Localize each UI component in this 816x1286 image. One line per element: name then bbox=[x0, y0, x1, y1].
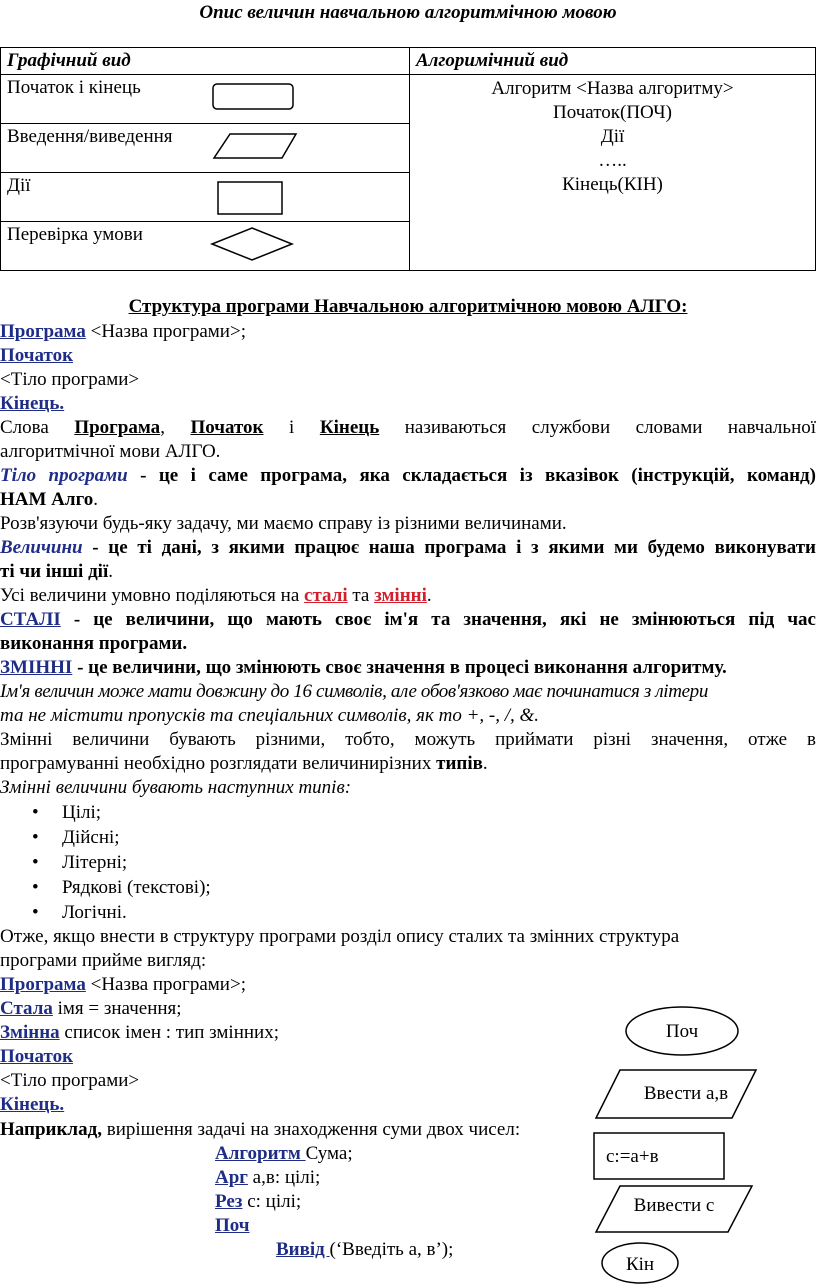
structure-line bbox=[0, 321, 246, 343]
text: Слова bbox=[0, 417, 75, 438]
thus-paragraph-line1: Отже, якщо внести в структуру програми розділ опису сталих та змінних структура bbox=[0, 926, 680, 947]
section-title: Структура програми Навчальною алгоритмічною мовою АЛГО: bbox=[128, 296, 688, 317]
word-begin: Початок bbox=[190, 417, 264, 438]
text: . bbox=[108, 561, 113, 582]
algorithmic-cell bbox=[410, 75, 816, 271]
type-string: Рядкові (текстові); bbox=[62, 877, 211, 898]
types-intro: Змінні величини бувають наступних типів: bbox=[0, 777, 352, 798]
names-rule-line1: Ім'я величин може мати довжину до 16 символів, але обов'язково має починатися з літери bbox=[0, 681, 708, 702]
kw-output: Вивід bbox=[276, 1239, 330, 1260]
algo-line: Початок(ПОЧ) bbox=[553, 102, 672, 123]
text: (‘Введіть а, в’); bbox=[329, 1239, 454, 1260]
algo-line: ….. bbox=[598, 150, 627, 171]
algo-line: Кінець(КІН) bbox=[562, 174, 663, 195]
type-char: Літерні; bbox=[62, 852, 128, 873]
word-constants: сталі bbox=[304, 585, 348, 606]
text: . bbox=[93, 489, 98, 510]
algo-line: Алгоритм <Назва алгоритму> bbox=[491, 78, 734, 99]
kw-begin: Початок bbox=[0, 345, 74, 366]
split-paragraph bbox=[0, 585, 432, 607]
row-label: Перевірка умови bbox=[7, 224, 143, 245]
type-real: Дійсні; bbox=[62, 827, 120, 848]
type-boolean: Логічні. bbox=[62, 902, 127, 923]
row-label: Введення/виведення bbox=[7, 126, 173, 147]
table-shapes bbox=[200, 78, 310, 268]
kw-end: Кінець. bbox=[0, 1094, 65, 1115]
page-title: Опис величин навчальною алгоритмічною мовою bbox=[199, 2, 617, 23]
text: Усі величини умовно поділяються на bbox=[0, 585, 305, 606]
list-item bbox=[32, 852, 127, 874]
values-definition-line1 bbox=[0, 537, 816, 561]
text: - це ті дані, з якими працює наша програма і з якими ми будемо виконувати bbox=[82, 537, 816, 558]
word-end: Кінець bbox=[319, 417, 380, 438]
text: і bbox=[263, 417, 320, 438]
text: та bbox=[347, 585, 375, 606]
term-values: Величини bbox=[0, 537, 83, 558]
flow-start-label: Поч bbox=[665, 1021, 699, 1042]
names-rule-line2: та не містити пропусків та спеціальних символів, як то +, -, /, &. bbox=[0, 705, 540, 726]
term-variables: ЗМІННІ bbox=[0, 657, 73, 678]
list-item bbox=[32, 827, 120, 849]
shapes-table bbox=[0, 47, 816, 271]
row-label: Дії bbox=[7, 175, 31, 196]
body-definition-line1 bbox=[0, 465, 816, 489]
constants-definition-line1 bbox=[0, 609, 816, 633]
text: - це величини, що мають своє ім'я та значення, які не змінюються під час bbox=[60, 609, 816, 630]
algo-line: Дії bbox=[600, 126, 625, 147]
values-definition-line2 bbox=[0, 561, 113, 583]
term-constants: СТАЛІ bbox=[0, 609, 61, 630]
kw-arg: Арг bbox=[215, 1167, 248, 1188]
text: с: цілі; bbox=[242, 1191, 302, 1212]
text: називаються службови словами навчальної bbox=[379, 417, 816, 438]
constants-definition-line2: виконання програми. bbox=[0, 633, 188, 654]
types-paragraph-line2 bbox=[0, 753, 488, 775]
example-line bbox=[215, 1191, 301, 1213]
variables-definition bbox=[0, 657, 727, 679]
service-words-line2: алгоритмічної мови АЛГО. bbox=[0, 441, 221, 462]
service-words-line1 bbox=[0, 417, 816, 441]
text: . bbox=[482, 753, 488, 774]
kw-program: Програма bbox=[0, 321, 86, 342]
text: імя = значення; bbox=[52, 998, 182, 1019]
type-integer: Цілі; bbox=[62, 802, 102, 823]
term-program-body: Тіло програми bbox=[0, 465, 128, 486]
text: а,в: цілі; bbox=[247, 1167, 321, 1188]
diamond-shape bbox=[212, 228, 292, 260]
word-types: типів bbox=[436, 753, 483, 774]
list-item bbox=[32, 802, 101, 824]
structure-line bbox=[0, 1022, 279, 1044]
program-name: <Назва програми>; bbox=[85, 321, 246, 342]
flow-end-label: Кін bbox=[625, 1254, 655, 1275]
example-line bbox=[215, 1143, 353, 1165]
example-intro bbox=[0, 1119, 520, 1141]
program-name: <Назва програми>; bbox=[85, 974, 246, 995]
types-paragraph-line1: Змінні величини бувають різними, тобто, можуть приймати різні значення, отже в bbox=[0, 729, 816, 750]
word-program: Програма bbox=[74, 417, 161, 438]
word-example: Наприклад, bbox=[0, 1119, 102, 1140]
kw-var: Змінна bbox=[0, 1022, 60, 1043]
col-algorithmic-header: Алгоримічний вид bbox=[410, 48, 816, 75]
row-label: Початок і кінець bbox=[7, 77, 141, 98]
list-item bbox=[32, 902, 127, 924]
rounded-rectangle-shape bbox=[213, 84, 293, 109]
kw-begin: Початок bbox=[0, 1046, 74, 1067]
kw-res: Рез bbox=[215, 1191, 243, 1212]
text: . bbox=[426, 585, 432, 606]
kw-const: Стала bbox=[0, 998, 53, 1019]
structure-line bbox=[0, 974, 246, 996]
example-line bbox=[215, 1167, 320, 1189]
list-item bbox=[32, 877, 211, 899]
text: Сума; bbox=[305, 1143, 353, 1164]
thus-paragraph-line2: програми прийме вигляд: bbox=[0, 950, 207, 971]
program-body: <Тіло програми> bbox=[0, 369, 140, 390]
flow-input-label: Ввести а,в bbox=[643, 1083, 729, 1104]
text: - це величини, що змінюють своє значення в процесі виконання алгоритму. bbox=[72, 657, 727, 678]
text: ті чи інші дії bbox=[0, 561, 109, 582]
col-graphic-header: Графічний вид bbox=[1, 48, 410, 75]
kw-program: Програма bbox=[0, 974, 86, 995]
kw-end: Кінець. bbox=[0, 393, 65, 414]
text: , bbox=[160, 417, 191, 438]
word-variables: змінні bbox=[374, 585, 427, 606]
text: список імен : тип змінних; bbox=[59, 1022, 279, 1043]
text: НАМ Алго bbox=[0, 489, 94, 510]
text: вирішення задачі на знаходження суми двох чисел: bbox=[101, 1119, 521, 1140]
structure-line bbox=[0, 998, 182, 1020]
kw-begin: Поч bbox=[215, 1215, 250, 1236]
kw-algorithm: Алгоритм bbox=[215, 1143, 306, 1164]
flow-process-label: с:=а+в bbox=[606, 1146, 659, 1167]
parallelogram-shape bbox=[214, 134, 296, 158]
example-line bbox=[276, 1239, 453, 1261]
flow-output-label: Вивести с bbox=[633, 1195, 715, 1216]
text: - це і саме програма, яка складається із вказівок (інструкцій, команд) bbox=[127, 465, 816, 486]
flowchart bbox=[590, 1000, 760, 1286]
text: програмуванні необхідно розглядати величинирізних bbox=[0, 753, 437, 774]
program-body: <Тіло програми> bbox=[0, 1070, 140, 1091]
body-definition-line2 bbox=[0, 489, 98, 511]
rectangle-shape bbox=[218, 182, 282, 214]
values-paragraph: Розв'язуючи будь-яку задачу, ми маємо справу із різними величинами. bbox=[0, 513, 567, 534]
